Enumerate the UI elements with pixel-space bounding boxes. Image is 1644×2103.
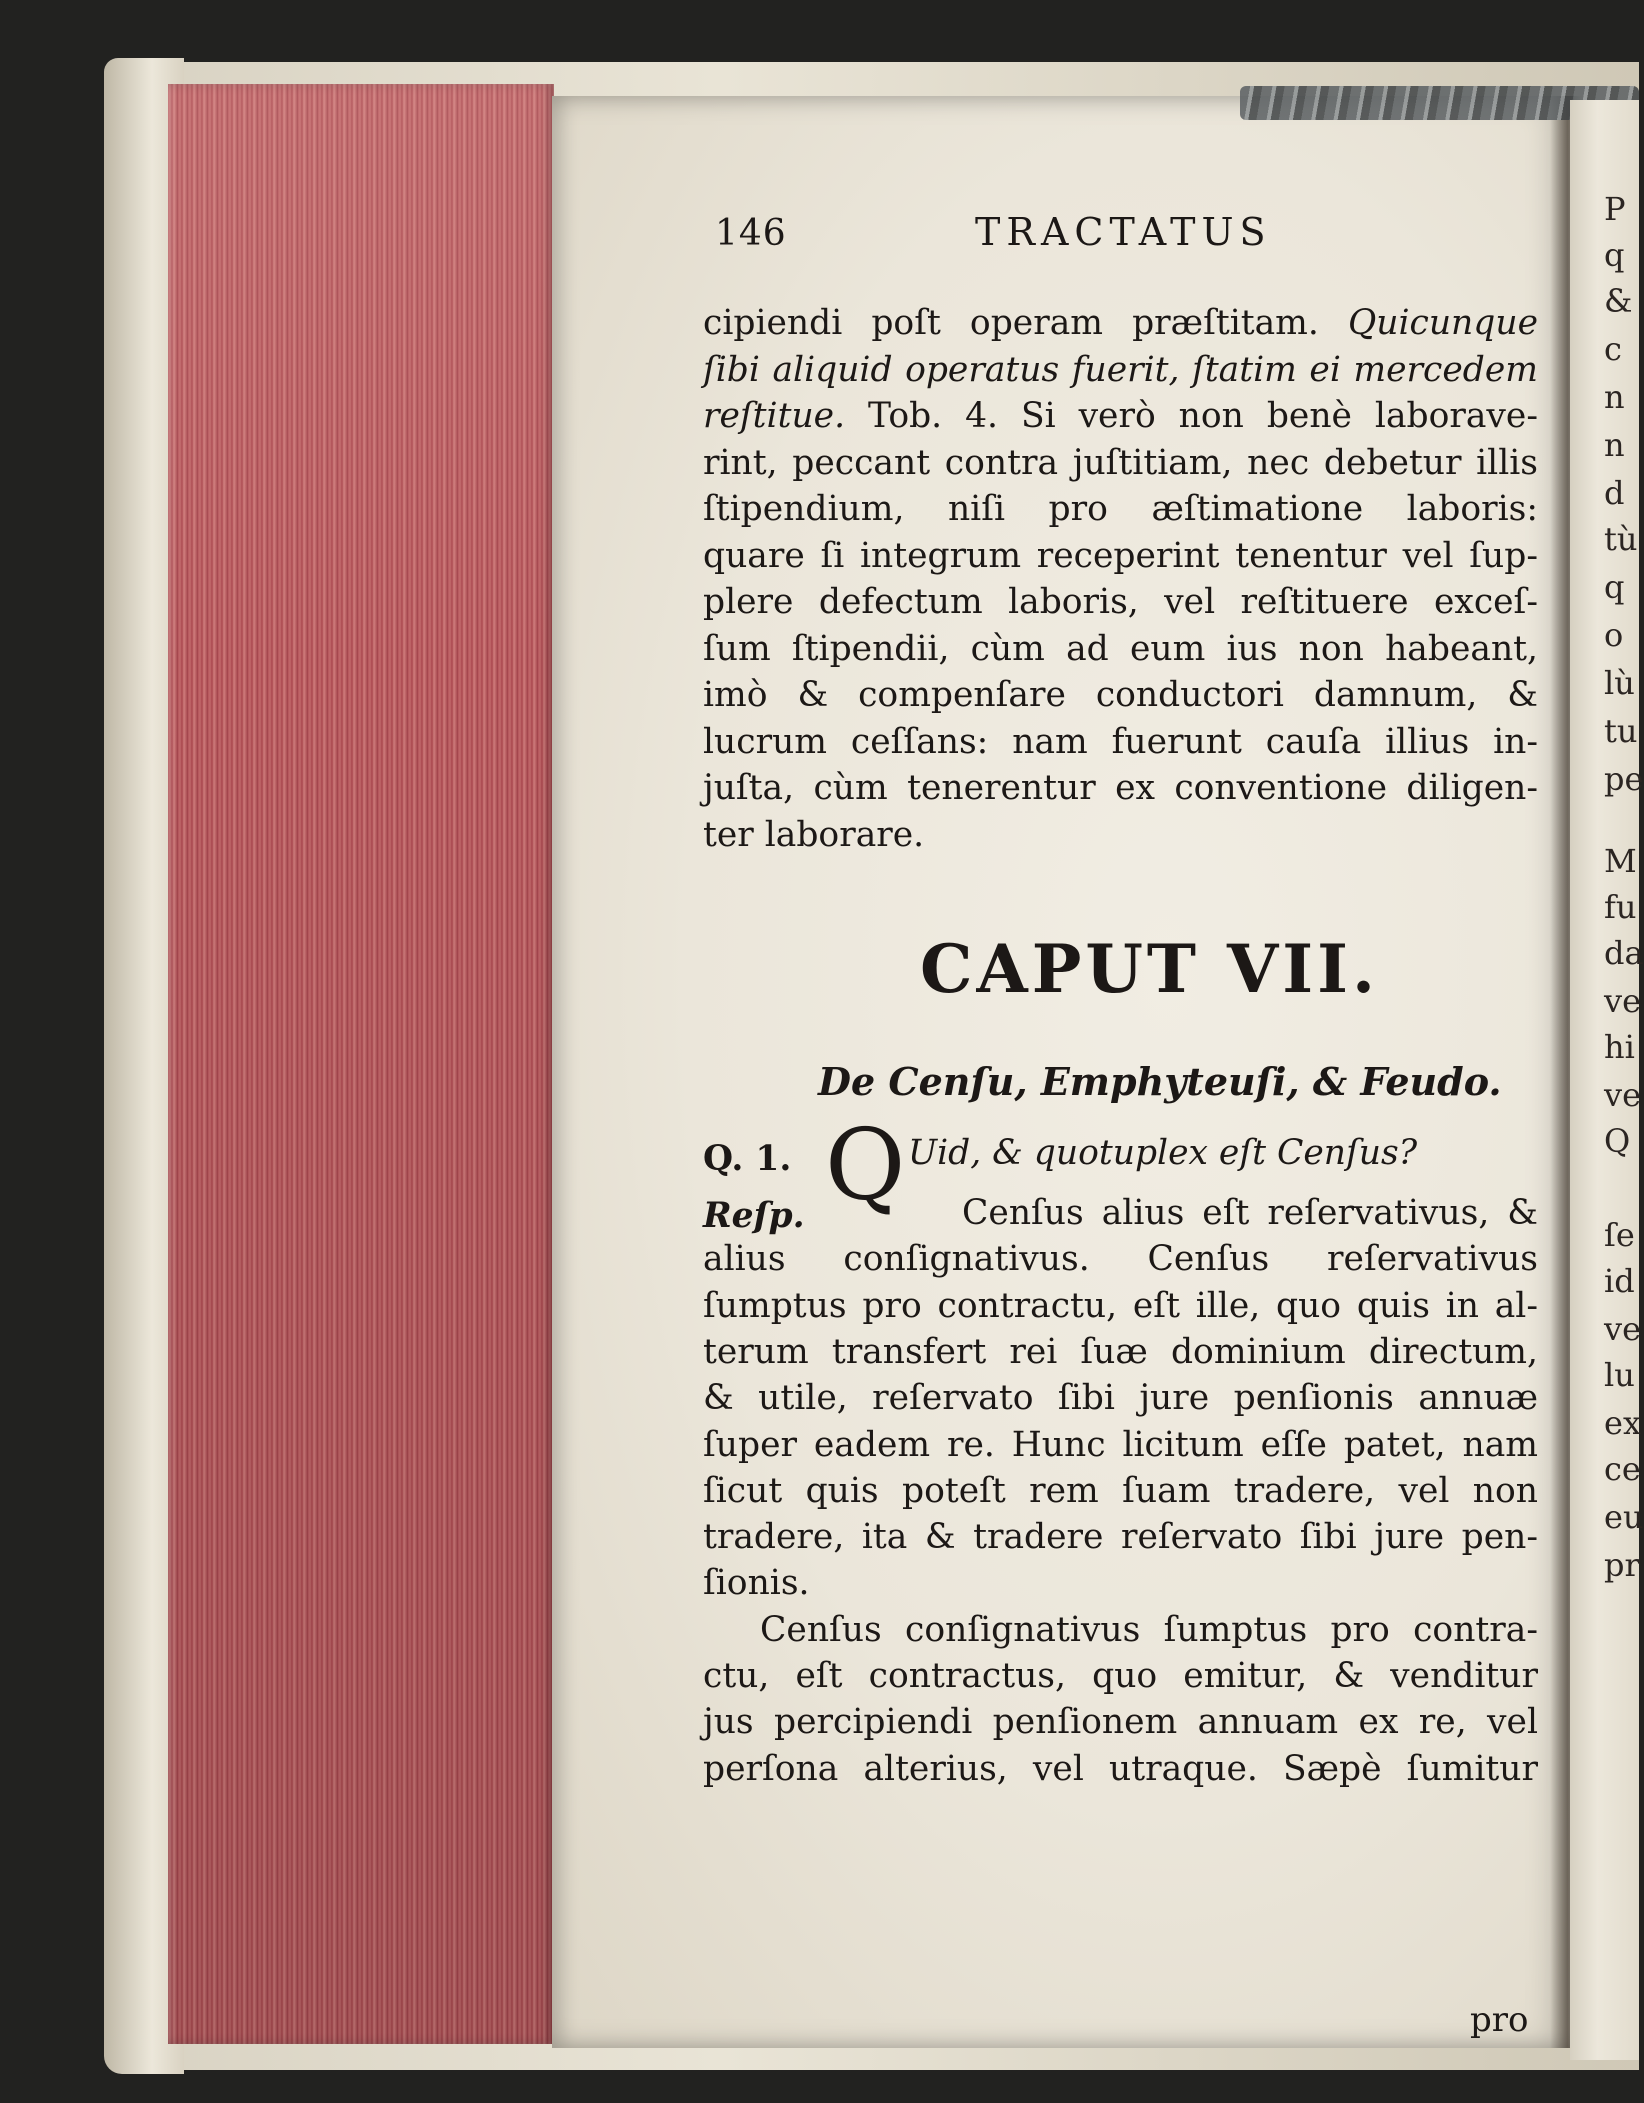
running-head: TRACTATUS — [975, 210, 1272, 254]
facing-page-fragment: P — [1604, 190, 1626, 228]
facing-page-fragment: c — [1604, 330, 1622, 368]
facing-page-fragment: pr — [1604, 1546, 1640, 1584]
text-line: ſionis. — [703, 1563, 810, 1604]
facing-page-fragment: & — [1604, 282, 1633, 320]
text-line: ſum ſtipendii, cùm ad eum ius non habeant, — [703, 628, 1538, 669]
text-line: lucrum ceſſans: nam fuerunt cauſa illius in- — [703, 721, 1538, 762]
facing-page-fragment: q — [1604, 236, 1625, 274]
drop-cap: Q — [825, 1109, 906, 1223]
text-line: rint, peccant contra juſtitiam, nec debetur illis — [703, 442, 1538, 483]
question-text: Uid, & quotuplex eſt Cenſus? — [908, 1133, 1418, 1173]
facing-page-fragment: n — [1604, 426, 1625, 464]
facing-page-fragment: q — [1604, 568, 1625, 606]
facing-page-fragment: M — [1604, 842, 1637, 880]
text-line: ſicut quis poteſt rem ſuam tradere, vel non — [703, 1470, 1538, 1511]
facing-page-fragment: lù — [1604, 664, 1635, 702]
facing-page-fragment: pe — [1604, 760, 1644, 798]
response-label: Reſp. — [703, 1196, 805, 1236]
text-line: terum transfert rei ſuæ dominium directum, — [703, 1331, 1538, 1372]
text-line: ter laborare. — [703, 814, 925, 855]
facing-page-fragment: tu — [1604, 712, 1638, 750]
text-line: juſta, cùm tenerentur ex conventione diligen- — [703, 768, 1538, 808]
text-line: plere defectum laboris, vel reſtituere exceſ- — [703, 582, 1538, 622]
facing-page-fragment: hi — [1604, 1028, 1635, 1066]
facing-page-fragment: ex — [1604, 1404, 1641, 1442]
facing-page-fragment: ſe — [1604, 1216, 1635, 1254]
facing-page-fragment: id — [1604, 1262, 1635, 1300]
page-block-edges — [168, 84, 554, 2044]
facing-page-fragment: Q — [1604, 1122, 1631, 1160]
text-line: perſona alterius, vel utraque. Sæpè ſumitur — [703, 1748, 1538, 1789]
facing-page-fragment: n — [1604, 378, 1625, 416]
page-number: 146 — [715, 213, 787, 254]
text-line: alius conſignativus. Cenſus reſervativus — [703, 1239, 1538, 1280]
facing-page-fragment: da — [1604, 934, 1644, 972]
text-line: tradere, ita & tradere reſervato ſibi jure pen- — [703, 1517, 1538, 1558]
chapter-subtitle: De Cenſu, Emphyteuſi, & Feudo. — [818, 1059, 1502, 1104]
text-line: jus percipiendi penſionem annuam ex re, vel — [703, 1702, 1538, 1743]
text-line: quare ſi integrum receperint tenentur vel ſup- — [703, 535, 1538, 576]
facing-page-fragment: d — [1604, 474, 1625, 512]
text-line: & utile, reſervato ſibi jure penſionis annuæ — [703, 1378, 1538, 1419]
text-line: imò & compenſare conductori damnum, & — [703, 675, 1538, 715]
text-line: ſumptus pro contractu, eſt ille, quo quis in al- — [703, 1285, 1538, 1326]
text-line: ſibi aliquid operatus fuerit, ſtatim ei mercedem — [703, 349, 1538, 390]
facing-page-fragment: ve — [1604, 1076, 1642, 1114]
facing-page-fragment: fu — [1604, 888, 1637, 926]
text-line: ſuper eadem re. Hunc licitum eſſe patet, nam — [703, 1424, 1538, 1465]
facing-page-fragment: tù — [1604, 520, 1638, 558]
text-line: reſtitue. Tob. 4. Si verò non benè laborave- — [703, 396, 1538, 436]
text-line: Cenſus conſignativus ſumptus pro contra- — [760, 1609, 1538, 1650]
text-line: ctu, eſt contractus, quo emitur, & venditur — [703, 1656, 1538, 1696]
facing-page-fragment: ve — [1604, 1310, 1642, 1348]
text-line: cipiendi poſt operam præſtitam. Quicunque — [703, 303, 1538, 343]
facing-page-fragment: ce — [1604, 1450, 1641, 1488]
facing-page-fragment: lu — [1604, 1356, 1635, 1394]
chapter-heading: CAPUT VII. — [920, 930, 1379, 1008]
question-label: Q. 1. — [703, 1139, 792, 1179]
facing-page — [1570, 100, 1644, 2060]
text-line: ſtipendium, niſi pro æſtimatione laboris: — [703, 489, 1538, 529]
facing-page-fragment: ve — [1604, 982, 1642, 1020]
facing-page-fragment: eu — [1604, 1498, 1644, 1536]
catchword: pro — [1470, 2000, 1529, 2040]
facing-page-fragment: o — [1604, 616, 1624, 654]
text-line: Cenſus alius eſt reſervativus, & — [962, 1193, 1538, 1233]
